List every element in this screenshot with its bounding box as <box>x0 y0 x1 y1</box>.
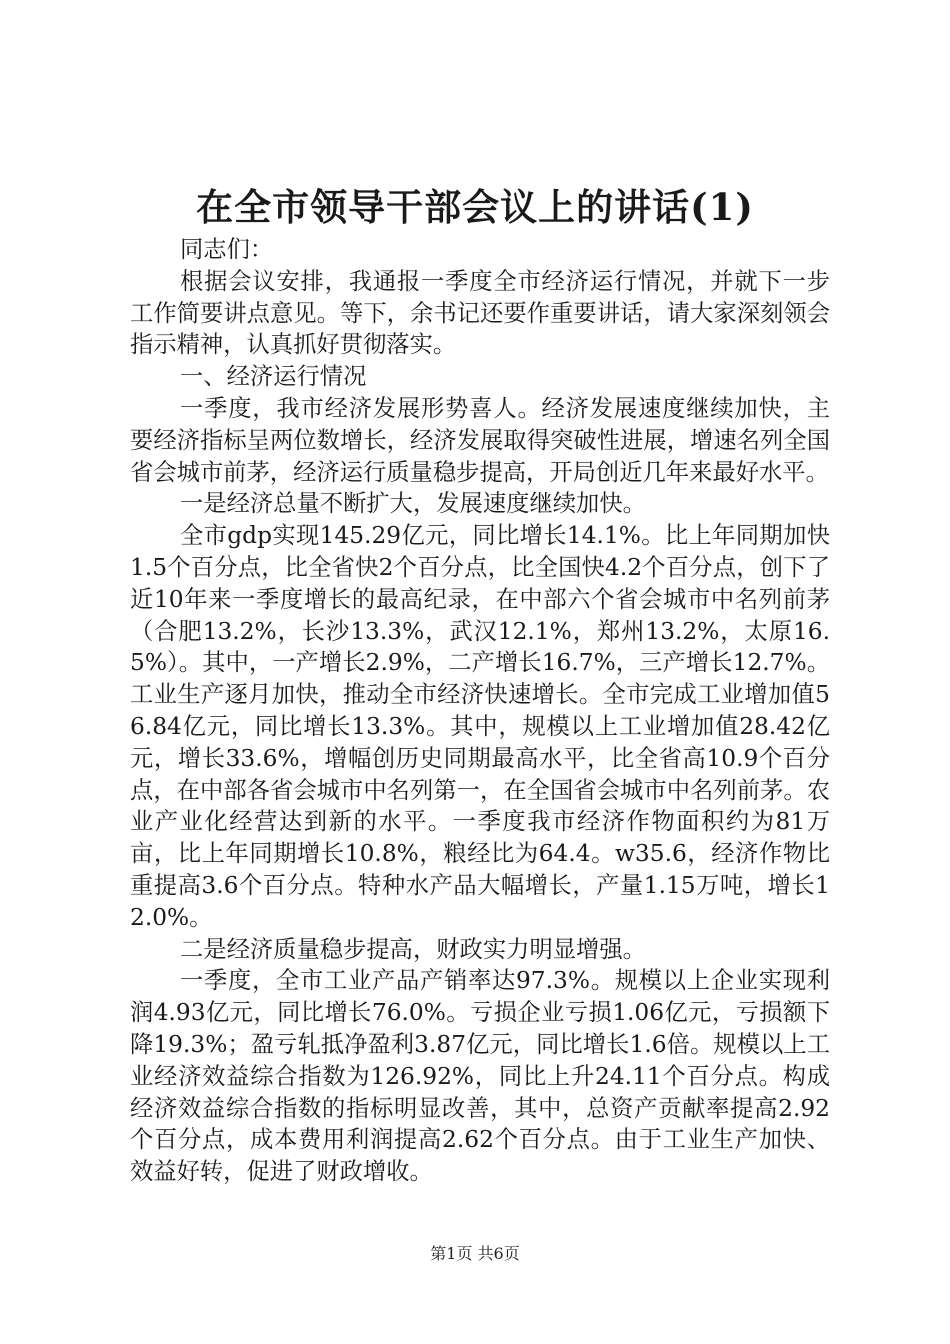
paragraph: 根据会议安排，我通报一季度全市经济运行情况，并就下一步工作简要讲点意见。等下，余书记还要作重要讲话，请大家深刻领会指示精神，认真抓好贯彻落实。 <box>130 267 830 359</box>
document-body <box>130 234 830 1188</box>
paragraph: 全市gdp实现145.29亿元，同比增长14.1%。比上年同期加快1.5个百分点，比全省快2个百分点，比全国快4.2个百分点，创下了近10年来一季度增长的最高纪录，在中部六个省会城市中名列前茅（合肥13.2%，长沙13.3%，武汉12.1%，郑州13.2%，太原16.5%）。其中，一产增长2.9%，二产增长16.7%，三产增长12.7%。工业生产逐月加快，推动全市经济快速增长。全市完成工业增加值56.84亿元，同比增长13.3%。其中，规模以上工业增加值28.42亿元，增长33.6%，增幅创历史同期最高水平，比全省高10.9个百分点，在中部各省会城市中名列第一，在全国省会城市中名列前茅。农业产业化经营达到新的水平。一季度我市经济作物面积约为81万亩，比上年同期增长10.8%，粮经比为64.4。w35.6，经济作物比重提高3.6个百分点。特种水产品大幅增长，产量1.15万吨，增长12.0%。 <box>130 522 830 931</box>
sub-heading: 一是经济总量不断扩大，发展速度继续加快。 <box>180 490 646 518</box>
paragraph: 一季度，全市工业产品产销率达97.3%。规模以上企业实现利润4.93亿元，同比增长76.0%。亏损企业亏损1.06亿元，亏损额下降19.3%；盈亏轧抵净盈利3.87亿元，同比增长1.6倍。规模以上工业经济效益综合指数为126.92%，同比上升24.11个百分点。构成经济效益综合指数的指标明显改善，其中，总资产贡献率提高2.92个百分点，成本费用利润提高2.62个百分点。由于工业生产加快、效益好转，促进了财政增收。 <box>130 967 830 1186</box>
salutation: 同志们： <box>180 236 274 263</box>
document-title: 在全市领导干部会议上的讲话(1) <box>196 185 754 229</box>
paragraph: 一季度，我市经济发展形势喜人。经济发展速度继续加快，主要经济指标呈两位数增长，经济发展取得突破性进展，增速名列全国省会城市前茅，经济运行质量稳步提高，开局创近几年来最好水平。 <box>130 394 830 486</box>
section-heading: 一、经济运行情况 <box>180 363 367 391</box>
sub-heading: 二是经济质量稳步提高，财政实力明显增强。 <box>180 935 646 963</box>
page-number: 第1页 共6页 <box>430 1244 520 1263</box>
